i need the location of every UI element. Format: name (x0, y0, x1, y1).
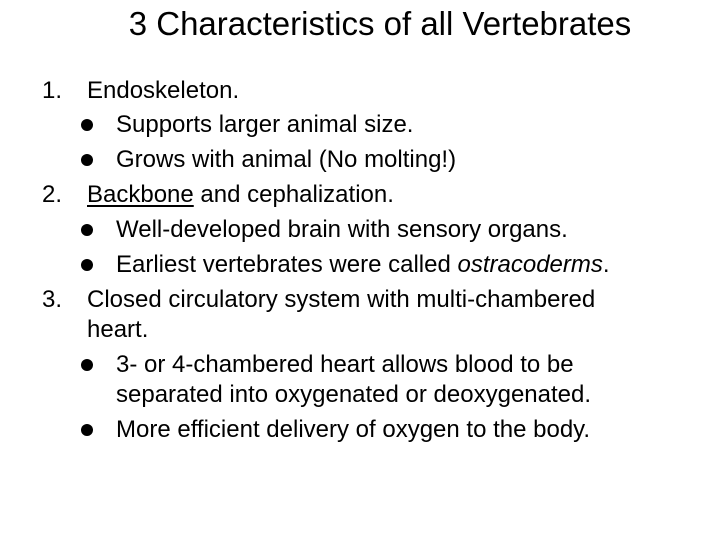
bullet-icon (81, 259, 93, 271)
slide-title: 3 Characteristics of all Vertebrates (128, 5, 632, 42)
italic-term: ostracoderms (457, 251, 603, 278)
item-text-rest: and cephalization. (193, 181, 394, 208)
item-number: 1. (42, 77, 63, 104)
bullet-icon (81, 154, 93, 166)
item-text: Endoskeleton. (87, 77, 240, 104)
item-text (87, 180, 394, 210)
sub-bullet-text: More efficient delivery of oxygen to the body. (116, 416, 591, 443)
text-segment: Earliest vertebrates were called (116, 251, 458, 278)
underlined-term: Backbone (87, 181, 194, 208)
item-number: 3. (42, 286, 63, 313)
sub-bullet-text: separated into oxygenated or deoxygenated. (116, 381, 592, 408)
bullet-icon (81, 224, 93, 236)
item-number: 2. (42, 181, 63, 208)
sub-bullet-text (116, 250, 610, 280)
bullet-icon (81, 424, 93, 436)
sub-bullet-text: 3- or 4-chambered heart allows blood to be (116, 351, 574, 378)
bullet-icon (81, 119, 93, 131)
item-text: Closed circulatory system with multi-chambered (87, 286, 596, 313)
sub-bullet-text: Grows with animal (No molting!) (116, 146, 457, 173)
sub-bullet-text: Supports larger animal size. (116, 111, 414, 138)
bullet-icon (81, 359, 93, 371)
item-text: heart. (87, 316, 149, 343)
sub-bullet-text: Well-developed brain with sensory organs. (116, 216, 568, 243)
text-segment: . (602, 251, 610, 278)
